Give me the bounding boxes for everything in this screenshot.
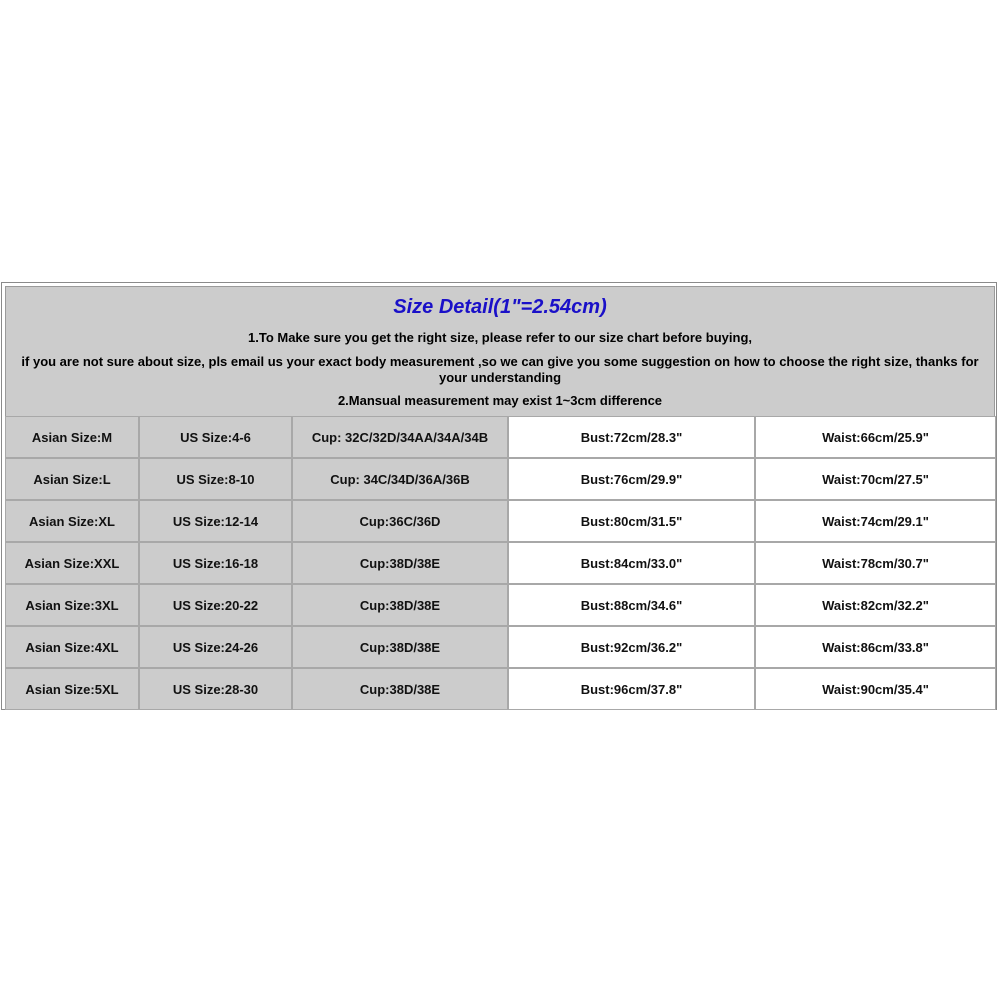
size-note-line-3: 2.Mansual measurement may exist 1~3cm difference	[337, 393, 663, 408]
cup-size-cell: Cup: 34C/34D/36A/36B	[292, 458, 508, 500]
asian-size-cell: Asian Size:5XL	[5, 668, 139, 710]
waist-cell: Waist:70cm/27.5"	[755, 458, 996, 500]
asian-size-cell: Asian Size:M	[5, 416, 139, 458]
waist-cell: Waist:78cm/30.7"	[755, 542, 996, 584]
us-size-cell: US Size:8-10	[139, 458, 292, 500]
bust-cell: Bust:92cm/36.2"	[508, 626, 755, 668]
cup-size-cell: Cup:38D/38E	[292, 668, 508, 710]
cup-size-cell: Cup:36C/36D	[292, 500, 508, 542]
us-size-cell: US Size:4-6	[139, 416, 292, 458]
us-size-cell: US Size:28-30	[139, 668, 292, 710]
waist-cell: Waist:74cm/29.1"	[755, 500, 996, 542]
asian-size-cell: Asian Size:XXL	[5, 542, 139, 584]
asian-size-cell: Asian Size:XL	[5, 500, 139, 542]
size-note-line-2: if you are not sure about size, pls email us your exact body measurement ,so we can give you some suggestion on how to choose the right size, thanks for your understanding	[21, 354, 979, 385]
asian-size-cell: Asian Size:3XL	[5, 584, 139, 626]
asian-size-cell: Asian Size:4XL	[5, 626, 139, 668]
waist-cell: Waist:90cm/35.4"	[755, 668, 996, 710]
waist-cell: Waist:86cm/33.8"	[755, 626, 996, 668]
us-size-cell: US Size:24-26	[139, 626, 292, 668]
cup-size-cell: Cup:38D/38E	[292, 542, 508, 584]
size-chart-title: Size Detail(1"=2.54cm)	[393, 296, 607, 318]
us-size-cell: US Size:16-18	[139, 542, 292, 584]
waist-cell: Waist:66cm/25.9"	[755, 416, 996, 458]
bust-cell: Bust:96cm/37.8"	[508, 668, 755, 710]
size-note-line-1: 1.To Make sure you get the right size, please refer to our size chart before buying,	[248, 330, 752, 345]
cup-size-cell: Cup:38D/38E	[292, 584, 508, 626]
bust-cell: Bust:80cm/31.5"	[508, 500, 755, 542]
size-chart	[1, 282, 997, 710]
size-chart-header	[5, 286, 995, 417]
asian-size-cell: Asian Size:L	[5, 458, 139, 500]
us-size-cell: US Size:12-14	[139, 500, 292, 542]
bust-cell: Bust:72cm/28.3"	[508, 416, 755, 458]
bust-cell: Bust:84cm/33.0"	[508, 542, 755, 584]
cup-size-cell: Cup:38D/38E	[292, 626, 508, 668]
bust-cell: Bust:76cm/29.9"	[508, 458, 755, 500]
cup-size-cell: Cup: 32C/32D/34AA/34A/34B	[292, 416, 508, 458]
bust-cell: Bust:88cm/34.6"	[508, 584, 755, 626]
waist-cell: Waist:82cm/32.2"	[755, 584, 996, 626]
us-size-cell: US Size:20-22	[139, 584, 292, 626]
